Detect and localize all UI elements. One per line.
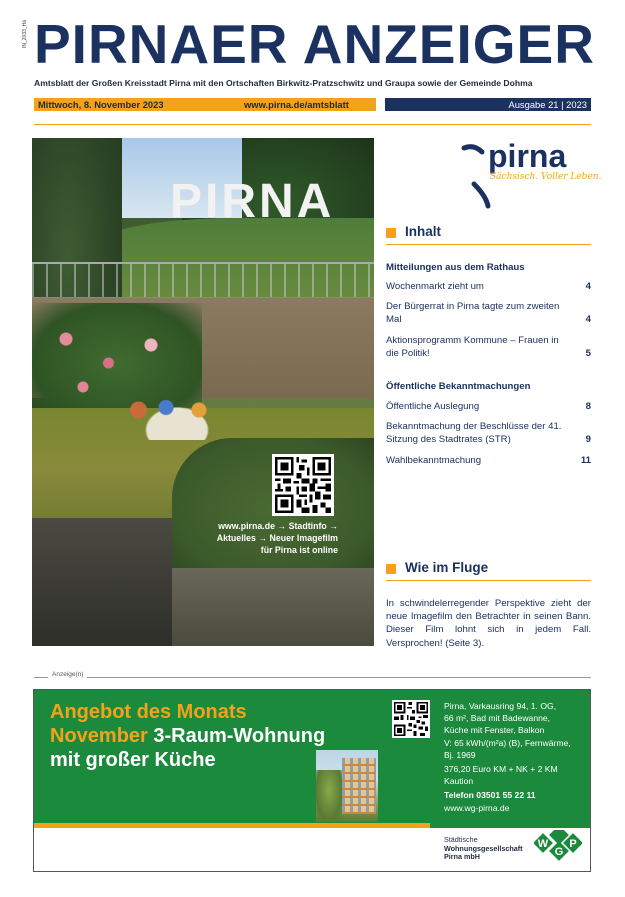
photo-fence xyxy=(32,262,374,298)
ad-phone[interactable]: Telefon 03501 55 22 11 xyxy=(444,790,536,801)
toc-item-title: Wahlbekanntmachung xyxy=(386,455,482,466)
caption-line: www.pirna.de → Stadtinfo → xyxy=(218,521,338,531)
toc-item-page: 4 xyxy=(585,314,591,325)
issue-date: Mittwoch, 8. November 2023 xyxy=(38,99,164,110)
date-band xyxy=(34,98,376,111)
header-divider xyxy=(34,124,591,125)
qr-code-icon[interactable] xyxy=(272,454,334,516)
toc-item-title: Öffentliche Auslegung xyxy=(386,401,480,412)
ad-headline-month: November xyxy=(50,725,148,747)
company-line: Wohnungsgesellschaft xyxy=(444,843,523,853)
ad-headline-kitchen: mit großer Küche xyxy=(50,749,216,771)
contents-divider xyxy=(386,244,591,245)
ad-detail-line: Küche mit Fenster, Balkon xyxy=(444,725,545,736)
building xyxy=(342,758,376,814)
pirna-sign: PIRNA xyxy=(170,175,335,228)
ad-detail-line: V: 65 kWh/(m²a) (B), Fernwärme, xyxy=(444,737,571,748)
ad-price-line: Kaution xyxy=(444,776,474,787)
ad-headline xyxy=(50,700,325,772)
side-note: IN_2033_Hä xyxy=(22,19,28,48)
toc-group-title: Mitteilungen aus dem Rathaus xyxy=(386,262,525,273)
ad-detail-line: 66 m², Bad mit Badewanne, xyxy=(444,713,551,724)
toc-item[interactable] xyxy=(386,420,591,446)
company-line: Pirna mbH xyxy=(444,852,480,862)
photo-stones xyxy=(172,568,374,646)
ad-detail-line: Bj. 1969 xyxy=(444,749,476,760)
toc-item[interactable] xyxy=(386,334,591,360)
issue-number: Ausgabe 21 | 2023 xyxy=(508,99,587,110)
ad-company xyxy=(444,836,523,862)
masthead-title: PIRNAER ANZEIGER xyxy=(34,13,595,75)
toc-item[interactable] xyxy=(386,454,591,467)
amtsblatt-link[interactable]: www.pirna.de/amtsblatt xyxy=(244,99,349,110)
pirna-logo xyxy=(460,138,602,210)
feature-divider xyxy=(386,580,591,581)
photo-path xyxy=(32,518,172,646)
ad-detail-line: Pirna, Varkausring 94, 1. OG, xyxy=(444,701,557,711)
photo-caption xyxy=(178,520,338,556)
ad-label: Anzeige(n) xyxy=(48,671,87,678)
toc-item-page: 5 xyxy=(585,348,591,359)
logo-tagline: Sächsisch. Voller Leben. xyxy=(490,172,602,182)
toc-item[interactable] xyxy=(386,300,591,326)
ad-headline-offer: Angebot des Monats xyxy=(50,701,247,723)
ad-price-line: 376,20 Euro KM + NK + 2 KM xyxy=(444,764,558,775)
masthead-subtitle: Amtsblatt der Großen Kreisstadt Pirna mit den Ortschaften Birkwitz-Pratzschwitz und Graupa sowie der Gemeinde Dohma xyxy=(34,78,533,88)
toc-item-page: 11 xyxy=(580,455,591,466)
ad-qr-code-icon[interactable] xyxy=(392,700,430,738)
contents-heading-label: Inhalt xyxy=(405,224,441,239)
caption-line: für Pirna ist online xyxy=(260,545,338,555)
toc-item[interactable] xyxy=(386,280,591,293)
toc-item-title: Wochenmarkt zieht um xyxy=(386,281,484,292)
toc-item-page: 8 xyxy=(585,401,591,412)
toc-group-title: Öffentliche Bekanntmachungen xyxy=(386,381,531,392)
caption-line: Aktuelles → Neuer Imagefilm xyxy=(216,533,338,543)
cover-photo xyxy=(32,138,374,646)
orange-square-icon xyxy=(386,564,396,574)
wgp-letter: G xyxy=(554,846,564,858)
toc-item-title: Bekanntmachung der Beschlüsse der 41. Sitzung des Stadtrates (STR) xyxy=(386,421,562,445)
wgp-logo-icon xyxy=(534,830,582,868)
feature-text: In schwindelerregender Perspektive zieht der neue Imagefilm den Betrachter in seinen Bann. Dieser Film lohnt sich in jedem Fall. Versprochen! (Seite 3). xyxy=(386,598,591,649)
wgp-letter: W xyxy=(537,838,549,850)
wgp-letter: P xyxy=(569,838,577,850)
issue-band xyxy=(385,98,591,111)
tree xyxy=(316,770,342,820)
photo-picnic-people xyxy=(122,390,232,440)
orange-square-icon xyxy=(386,228,396,238)
toc-item-page: 9 xyxy=(585,434,591,445)
ad-divider xyxy=(34,677,591,678)
apartment-ad xyxy=(33,689,591,872)
ad-website-link[interactable]: www.wg-pirna.de xyxy=(444,802,510,813)
ad-headline-apartment: 3-Raum-Wohnung xyxy=(153,725,326,747)
ad-orange-bar xyxy=(34,823,430,828)
feature-heading-label: Wie im Fluge xyxy=(405,560,489,575)
ad-details xyxy=(444,700,590,814)
toc-item-title: Der Bürgerrat in Pirna tagte zum zweiten Mal xyxy=(386,301,560,325)
ad-building-photo xyxy=(316,750,378,822)
toc-item[interactable] xyxy=(386,400,591,413)
toc-item-page: 4 xyxy=(585,281,591,292)
logo-wordmark: pirna xyxy=(488,138,567,174)
toc-item-title: Aktionsprogramm Kommune – Frauen in die Politik! xyxy=(386,335,559,359)
company-line: Städtische xyxy=(444,835,478,844)
